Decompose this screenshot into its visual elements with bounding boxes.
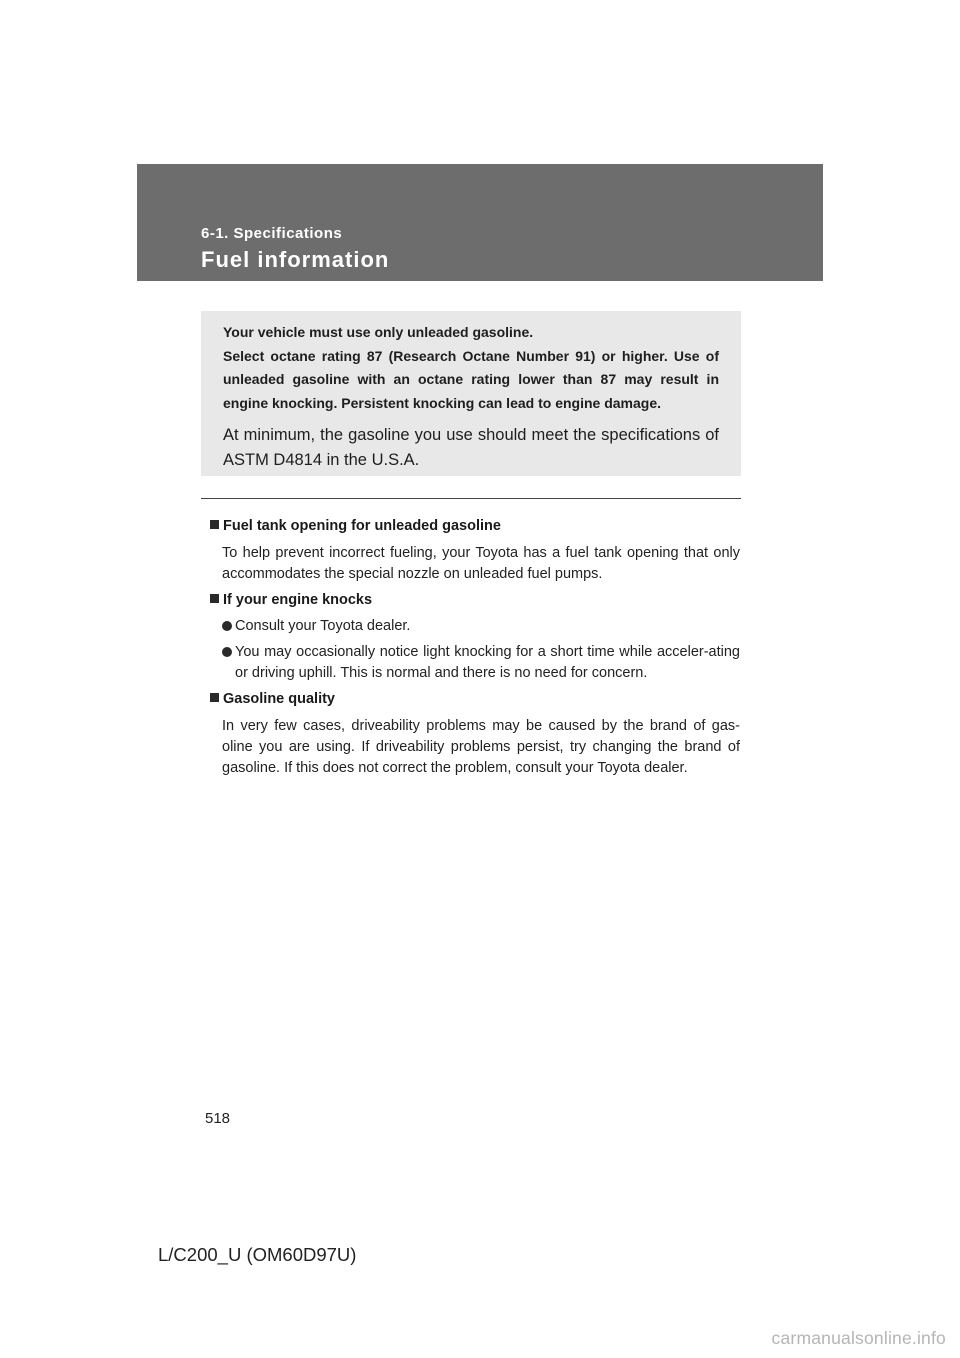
round-bullet-icon bbox=[222, 647, 232, 657]
divider-line bbox=[201, 498, 741, 499]
note-heading-text: If your engine knocks bbox=[223, 592, 373, 608]
notes-section bbox=[210, 516, 740, 779]
note-heading-text: Fuel tank opening for unleaded gasoline bbox=[223, 518, 501, 534]
square-bullet-icon bbox=[210, 594, 219, 603]
list-item-text: Consult your Toyota dealer. bbox=[235, 618, 411, 634]
header-band bbox=[137, 164, 823, 281]
watermark: carmanualsonline.info bbox=[771, 1328, 946, 1348]
note-body: In very few cases, driveability problems may be caused by the brand of gas-oline you are using. If driveability problems persist, try changing the brand of gasoline. If this does not correct the problem, consult your Toyota dealer. bbox=[222, 718, 740, 776]
round-bullet-icon bbox=[222, 621, 232, 631]
info-bold-line-1: Your vehicle must use only unleaded gasoline. bbox=[223, 324, 534, 340]
note-body: To help prevent incorrect fueling, your Toyota has a fuel tank opening that only accommodates the special nozzle on unleaded fuel pumps. bbox=[222, 545, 740, 582]
note-heading bbox=[210, 516, 740, 537]
info-body-text: At minimum, the gasoline you use should meet the specifications of ASTM D4814 in the U.S.A. bbox=[223, 426, 719, 469]
square-bullet-icon bbox=[210, 693, 219, 702]
page-number: 518 bbox=[205, 1110, 231, 1127]
info-bold-line-2: Select octane rating 87 (Research Octane Number 91) or higher. Use of unleaded gasoline with an octane rating lower than 87 may result in engine knocking. Persistent knocking can lead to engine damage. bbox=[223, 347, 719, 411]
list-item-text: You may occasionally notice light knocking for a short time while acceler-ating or driving uphill. This is normal and there is no need for concern. bbox=[235, 644, 740, 681]
square-bullet-icon bbox=[210, 520, 219, 529]
list-item bbox=[222, 642, 740, 684]
info-box bbox=[201, 311, 741, 476]
note-heading bbox=[210, 590, 740, 611]
page-title: Fuel information bbox=[201, 247, 390, 272]
document-code: L/C200_U (OM60D97U) bbox=[158, 1244, 357, 1265]
list-item bbox=[222, 616, 740, 637]
note-heading-text: Gasoline quality bbox=[223, 691, 335, 707]
section-label: 6-1. Specifications bbox=[201, 225, 343, 242]
note-heading bbox=[210, 689, 740, 710]
